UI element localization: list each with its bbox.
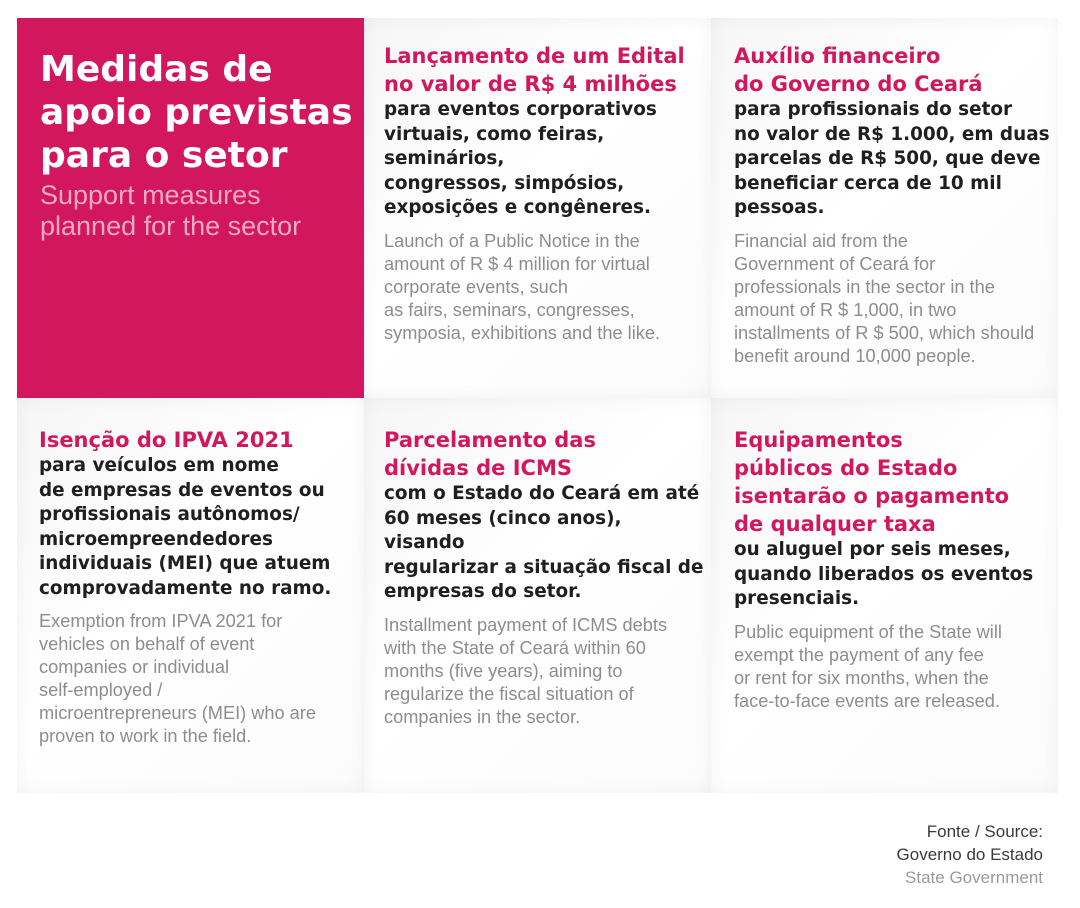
hero-subtitle [40, 180, 301, 242]
en-line: Financial aid from the [734, 230, 908, 251]
heading-line: Auxílio financeiro [734, 44, 941, 68]
heading-line: Equipamentos [734, 428, 903, 452]
en-line: companies in the sector. [384, 706, 581, 727]
card-heading [384, 426, 705, 482]
en-line: Installment payment of ICMS debts [384, 614, 668, 635]
card-english-text [734, 621, 1052, 713]
card-portuguese-text [734, 98, 1052, 221]
en-line: microentrepreneurs (MEI) who are [39, 703, 316, 723]
hero-title-line: Medidas de [40, 49, 273, 90]
pt-line: congressos, simpósios, [384, 172, 625, 194]
heading-line: Lançamento de um Edital [384, 44, 685, 68]
heading-line: Isenção do IPVA 2021 [39, 428, 294, 452]
en-line: installments of R $ 500, which should [734, 322, 1035, 343]
hero-tile [17, 18, 364, 398]
pt-line: virtuais, como feiras, seminários, [384, 123, 605, 169]
en-line: Launch of a Public Notice in the [384, 230, 640, 251]
card-portuguese-text [734, 538, 1052, 612]
pt-line: regularizar a situação fiscal de [384, 556, 704, 578]
pt-line: profissionais autônomos/ [39, 504, 300, 525]
hero-title-line: para o setor [40, 135, 288, 176]
pt-line: empresas do setor. [384, 581, 582, 602]
pt-line: para profissionais do setor [734, 99, 1013, 120]
en-line: months (five years), aiming to [384, 660, 623, 681]
pt-line: quando liberados os eventos [734, 563, 1034, 585]
source-label: Fonte / Source: [926, 822, 1043, 841]
card-portuguese-text [384, 482, 705, 605]
pt-line: beneficiar cerca de 10 mil [734, 172, 1002, 194]
pt-line: ou aluguel por seis meses, [734, 539, 1011, 560]
en-line: regularize the fiscal situation of [384, 683, 634, 704]
card-heading [39, 426, 358, 454]
heading-line: de qualquer taxa [734, 512, 936, 536]
pt-line: individuais (MEI) que atuem [39, 553, 331, 574]
card-portuguese-text [39, 454, 358, 601]
card-heading [734, 42, 1052, 98]
pt-line: no valor de R$ 1.000, em duas [734, 123, 1050, 145]
source-english: State Government [905, 868, 1043, 887]
card-heading [384, 42, 705, 98]
card-icms [364, 398, 711, 793]
en-line: as fairs, seminars, congresses, [384, 299, 635, 320]
card-english-text [734, 230, 1052, 368]
en-line: Exemption from IPVA 2021 for [39, 611, 283, 631]
en-line: companies or individual [39, 657, 230, 677]
en-line: self-employed / [39, 680, 163, 700]
pt-line: para veículos em nome [39, 455, 279, 476]
en-line: vehicles on behalf of event [39, 634, 255, 654]
heading-line: isentarão o pagamento [734, 484, 1010, 508]
en-line: corporate events, such [384, 276, 568, 297]
heading-line: no valor de R$ 4 milhões [384, 72, 677, 96]
en-line: professionals in the sector in the [734, 276, 995, 297]
card-heading [734, 426, 1052, 538]
pt-line: presenciais. [734, 588, 860, 609]
card-equipamentos [711, 398, 1058, 793]
pt-line: para eventos corporativos [384, 99, 657, 120]
card-edital [364, 18, 711, 398]
hero-subtitle-line: planned for the sector [40, 211, 302, 241]
en-line: symposia, exhibitions and the like. [384, 322, 660, 343]
en-line: amount of R $ 1,000, in two [734, 299, 957, 320]
card-english-text [39, 610, 358, 748]
en-line: Public equipment of the State will [734, 621, 1002, 642]
pt-line: com o Estado do Ceará em até [384, 483, 700, 504]
en-line: or rent for six months, when the [734, 667, 989, 688]
pt-line: de empresas de eventos ou [39, 479, 325, 501]
en-line: proven to work in the field. [39, 726, 252, 746]
card-english-text [384, 614, 705, 729]
en-line: benefit around 10,000 people. [734, 345, 976, 366]
pt-line: microempreendedores [39, 528, 273, 550]
source-credit [897, 820, 1043, 889]
heading-line: do Governo do Ceará [734, 72, 983, 96]
hero-subtitle-line: Support measures [40, 180, 261, 210]
hero-title [40, 48, 353, 177]
heading-line: Parcelamento das [384, 428, 596, 452]
card-ipva [17, 398, 364, 793]
card-auxilio [711, 18, 1058, 398]
en-line: amount of R $ 4 million for virtual [384, 253, 650, 274]
pt-line: parcelas de R$ 500, que deve [734, 148, 1041, 169]
en-line: exempt the payment of any fee [734, 644, 984, 665]
pt-line: 60 meses (cinco anos), visando [384, 507, 622, 553]
pt-line: comprovadamente no ramo. [39, 577, 332, 599]
en-line: with the State of Ceará within 60 [384, 637, 646, 658]
en-line: Government of Ceará for [734, 253, 936, 274]
heading-line: públicos do Estado [734, 456, 958, 480]
source-portuguese: Governo do Estado [896, 845, 1043, 864]
card-portuguese-text [384, 98, 705, 221]
pt-line: pessoas. [734, 197, 825, 218]
hero-title-line: apoio previstas [40, 92, 353, 133]
card-english-text [384, 230, 705, 345]
pt-line: exposições e congêneres. [384, 197, 651, 218]
en-line: face-to-face events are released. [734, 690, 1000, 711]
heading-line: dívidas de ICMS [384, 456, 572, 480]
